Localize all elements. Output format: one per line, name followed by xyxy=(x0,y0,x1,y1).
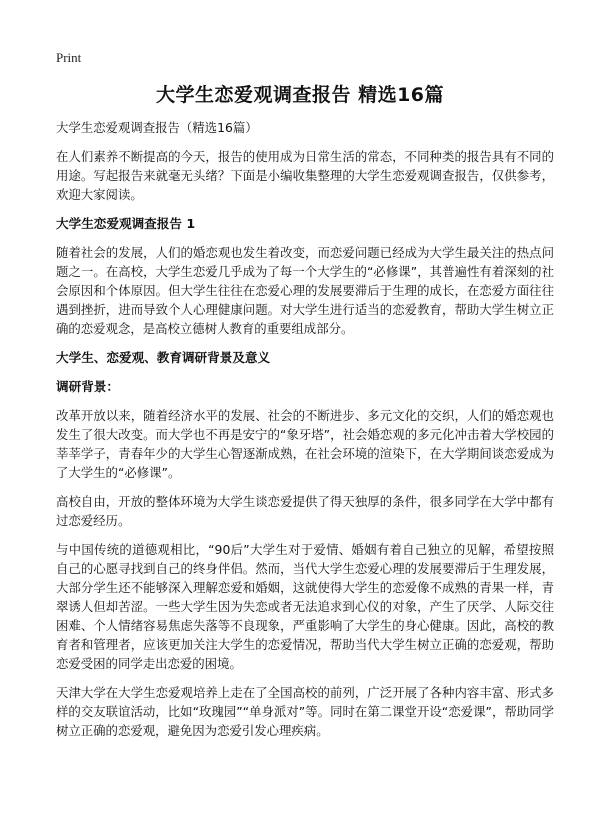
print-link[interactable]: Print xyxy=(56,50,82,65)
background-heading: 大学生、恋爱观、教育调研背景及意义 xyxy=(56,350,271,365)
page-title: 大学生恋爱观调查报告 精选16篇 xyxy=(155,84,445,106)
section-1-paragraph: 随着社会的发展，人们的婚恋观也发生着改变，而恋爱问题已经成为大学生最关注的热点问题之一。在高校，大学生恋爱几乎成为了每一个大学生的“必修课”，其普遍性有着深刻的社会原因和个体原因。但大学生往往在恋爱心理的发展要滞后于生理的成长，在恋爱方面往往遇到挫折，进而导致个人心理健康问题。对大学生进行适当的恋爱教育，帮助大学生树立正确的恋爱观念，是高校立德树人教育的重要组成部分。 xyxy=(56,245,554,336)
paragraph: 改革开放以来，随着经济水平的发展、社会的不断进步、多元文化的交织，人们的婚恋观也发生了很大改变。而大学也不再是安宁的“象牙塔”，社会婚恋观的多元化冲击着大学校园的莘莘学子，青春年少的大学生心智逐渐成熟，在社会环境的渲染下，在大学期间谈恋爱成为了大学生的“必修课”。 xyxy=(56,408,554,480)
document-subtitle: 大学生恋爱观调查报告（精选16篇） xyxy=(56,120,258,135)
document-body xyxy=(56,118,554,750)
intro-paragraph: 在人们素养不断提高的今天，报告的使用成为日常生活的常态，不同种类的报告具有不同的用途。写起报告来就毫无头绪？下面是小编收集整理的大学生恋爱观调查报告，仅供参考，欢迎大家阅读。 xyxy=(56,149,554,202)
paragraph: 天津大学在大学生恋爱观培养上走在了全国高校的前列，广泛开展了各种内容丰富、形式多样的交友联谊活动，比如“玫瑰园”“单身派对”等。同时在第二课堂开设“恋爱课”，帮助同学树立正确的恋爱观，避免因为恋爱引发心理疾病。 xyxy=(56,685,554,738)
paragraph: 高校自由，开放的整体环境为大学生谈恋爱提供了得天独厚的条件，很多同学在大学中都有过恋爱经历。 xyxy=(56,494,554,528)
paragraph: 与中国传统的道德观相比，“90后”大学生对于爱情、婚姻有着自己独立的见解，希望按照自己的心愿寻找到自己的终身伴侣。然而，当代大学生恋爱心理的发展要滞后于生理发展，大部分学生还不能够深入理解恋爱和婚姻，这就使得大学生的恋爱像不成熟的青果一样，青翠诱人但却苦涩。一些大学生因为失恋或者无法追求到心仪的对象，产生了厌学、人际交往困难、个人情绪容易焦虑失落等不良现象，严重影响了大学生的身心健康。因此，高校的教育者和管理者，应该更加关注大学生的恋爱情况，帮助当代大学生树立正确的恋爱观，帮助恋爱受困的同学走出恋爱的困境。 xyxy=(56,542,554,671)
section-heading-1: 大学生恋爱观调查报告 1 xyxy=(56,216,196,231)
research-background-heading: 调研背景： xyxy=(56,379,119,394)
